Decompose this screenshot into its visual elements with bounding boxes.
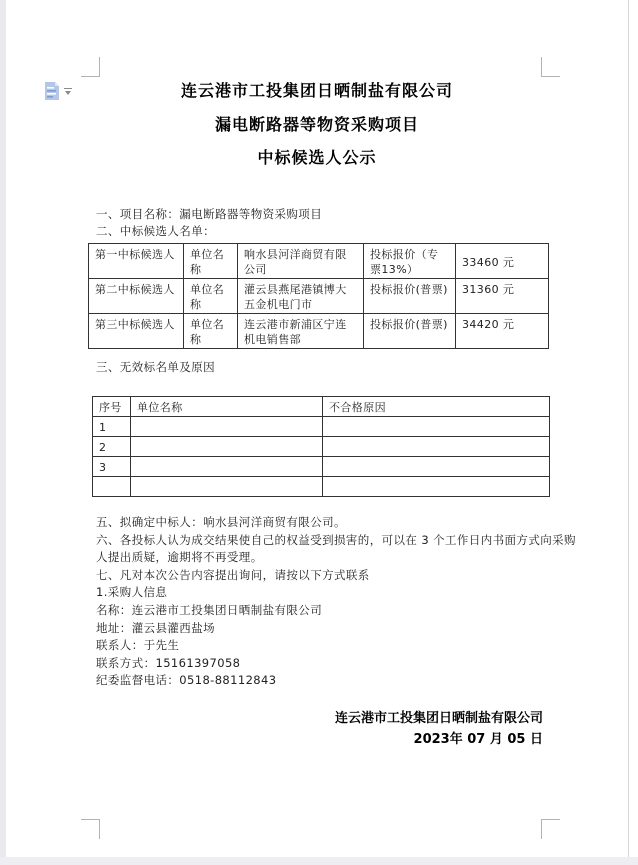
reason-cell: [323, 457, 550, 477]
table-row: [93, 437, 550, 457]
section-3-invalid-bids: 三、无效标名单及原因: [96, 360, 215, 374]
body-text-block: [96, 514, 576, 690]
company-cell: [131, 457, 323, 477]
price-cell: 31360 元: [456, 279, 549, 314]
body-line: 联系人：于先生: [96, 638, 180, 653]
unit-label-cell: 单位名称: [184, 314, 238, 349]
company-cell: 连云港市新浦区宁连机电销售部: [238, 314, 364, 349]
price-label-cell: 投标报价(普票): [364, 314, 456, 349]
body-line: 五、拟确定中标人：响水县河洋商贸有限公司。: [96, 515, 346, 529]
table-row: [89, 314, 549, 349]
unit-label-cell: 单位名称: [184, 279, 238, 314]
reason-cell: [323, 437, 550, 457]
doc-title-announcement: 中标候选人公示: [257, 148, 377, 167]
body-line: 纪委监督电话：0518-88112843: [96, 673, 277, 688]
margin-mark-top-right: [541, 57, 560, 77]
signature-company: 连云港市工投集团日晒制盐有限公司: [334, 711, 543, 726]
signature-date: 2023年 07 月 05 日: [413, 732, 543, 747]
candidate-rank-cell: 第一中标候选人: [89, 244, 184, 279]
company-cell: [131, 437, 323, 457]
table-row: [93, 417, 550, 437]
company-cell: [131, 417, 323, 437]
body-line: 七、凡对本次公告内容提出询问，请按以下方式联系: [96, 567, 370, 582]
table-row: [89, 279, 549, 314]
price-label-cell: 投标报价（专票13%）: [364, 244, 456, 279]
body-line: 六、各投标人认为成交结果使自己的权益受到损害的，可以在 3 个工作日内书面方式向采购: [96, 532, 576, 547]
body-line: 联系方式：15161397058: [96, 655, 241, 670]
margin-mark-top-left: [81, 57, 100, 77]
company-cell: 灌云县燕尾港镇博大五金机电门市: [238, 279, 364, 314]
reason-cell: [323, 417, 550, 437]
no-cell: [93, 477, 131, 497]
body-line: 人提出质疑，逾期将不再受理。: [96, 550, 263, 565]
price-cell: 34420 元: [456, 314, 549, 349]
company-cell: [131, 477, 323, 497]
body-line: 名称：连云港市工投集团日晒制盐有限公司: [96, 602, 323, 617]
doc-title-company: 连云港市工投集团日晒制盐有限公司: [180, 81, 453, 100]
table-row: [93, 457, 550, 477]
doc-title-project: 漏电断路器等物资采购项目: [214, 115, 419, 134]
table-row: [93, 477, 550, 497]
app-background-bottom: [0, 857, 638, 865]
margin-mark-bottom-left: [81, 819, 100, 839]
reason-cell: [323, 477, 550, 497]
price-cell: 33460 元: [456, 244, 549, 279]
page-right-edge: [628, 0, 629, 857]
price-label-cell: 投标报价(普票): [364, 279, 456, 314]
section-2-candidates-list: 二、中标候选人名单：: [96, 224, 215, 238]
candidate-rank-cell: 第二中标候选人: [89, 279, 184, 314]
company-cell: 响水县河洋商贸有限公司: [238, 244, 364, 279]
table-header-row: [93, 397, 550, 417]
header-no: 序号: [93, 397, 131, 417]
header-company: 单位名称: [131, 397, 323, 417]
body-line: 1.采购人信息: [96, 585, 168, 600]
no-cell: 2: [93, 437, 131, 457]
margin-mark-bottom-right: [541, 819, 560, 839]
invalid-bids-table: [92, 396, 550, 497]
candidate-rank-cell: 第三中标候选人: [89, 314, 184, 349]
table-row: [89, 244, 549, 279]
no-cell: 1: [93, 417, 131, 437]
body-line: 地址：灌云县灌西盐场: [96, 620, 215, 635]
unit-label-cell: 单位名称: [184, 244, 238, 279]
candidates-table: [88, 243, 549, 349]
header-reason: 不合格原因: [323, 397, 550, 417]
section-1-project-name: 一、项目名称：漏电断路器等物资采购项目: [96, 207, 323, 221]
no-cell: 3: [93, 457, 131, 477]
